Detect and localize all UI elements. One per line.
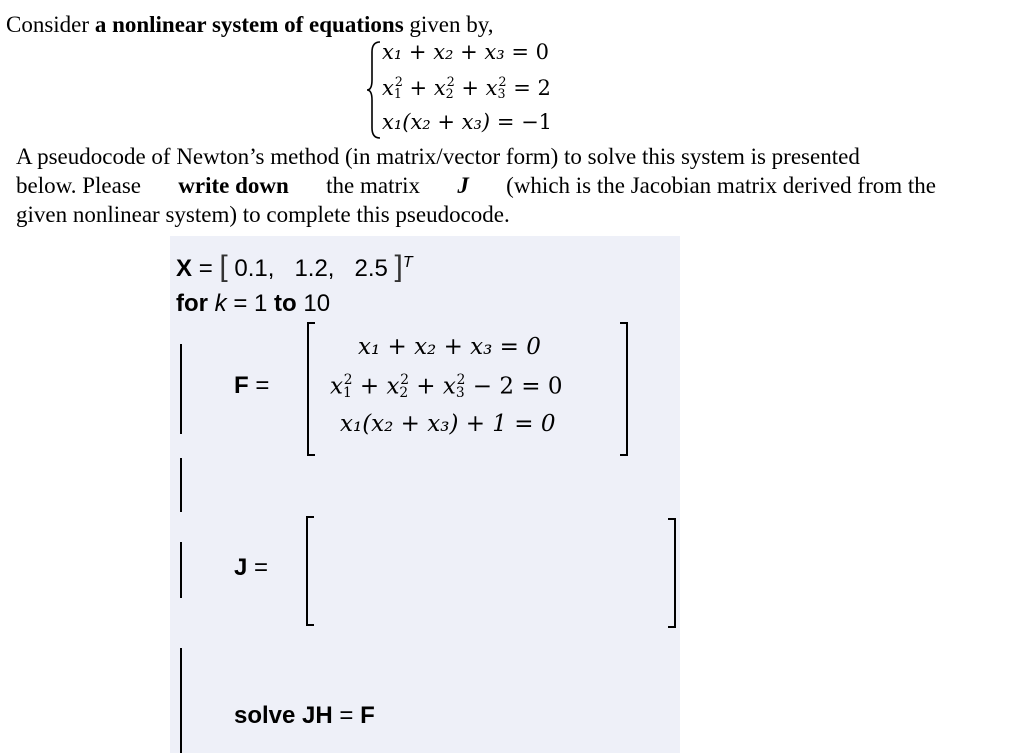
F-right-bracket [620,322,628,456]
loop-rule [180,344,182,434]
para-line-1: A pseudocode of Newton’s method (in matrix/vector form) to solve this system is presented [16,144,860,169]
left-brace-icon [366,40,382,140]
J-label: J = [234,554,269,581]
loop-rule [180,458,182,512]
J-right-bracket [668,518,676,628]
x-vector-line: X = [ 0.1, 1.2, 2.5 ]$^T$ [176,250,413,283]
pseudocode-box [170,236,680,753]
F-row-1: x₁ + x₂ + x₃ = 0 [358,334,541,360]
F-label: F = [234,372,270,399]
intro-bold: a nonlinear system of equations [94,12,404,37]
intro-prefix: Consider [6,12,95,37]
intro-line [6,12,494,38]
para-line-2: below. Please write down the matrix J (which is the Jacobian matrix derived from the [16,173,936,198]
system-eq3: x₁(x₂ + x₃) = −1 [382,110,553,134]
F-row-2: $x_1^2 + x_2^2 + x_3^2 - 2 = 0$ [330,372,563,402]
F-row-3: x₁(x₂ + x₃) + 1 = 0 [340,411,556,437]
F-left-bracket [307,322,315,456]
loop-rule [180,542,182,598]
para-line-3: given nonlinear system) to complete this pseudocode. [16,202,510,227]
for-loop-line: for k = 1 to 10 [176,290,331,317]
instruction-paragraph [16,142,936,229]
intro-suffix: given by, [403,12,494,37]
loop-rule [180,648,182,753]
J-left-bracket [306,516,314,626]
solve-line: solve JH = F [234,702,375,729]
system-eq2: $x_1^2 + x_2^2 + x_3^2 = 2$ [382,74,551,101]
equation-system [366,40,586,140]
system-eq1: x₁ + x₂ + x₃ = 0 [382,40,550,64]
